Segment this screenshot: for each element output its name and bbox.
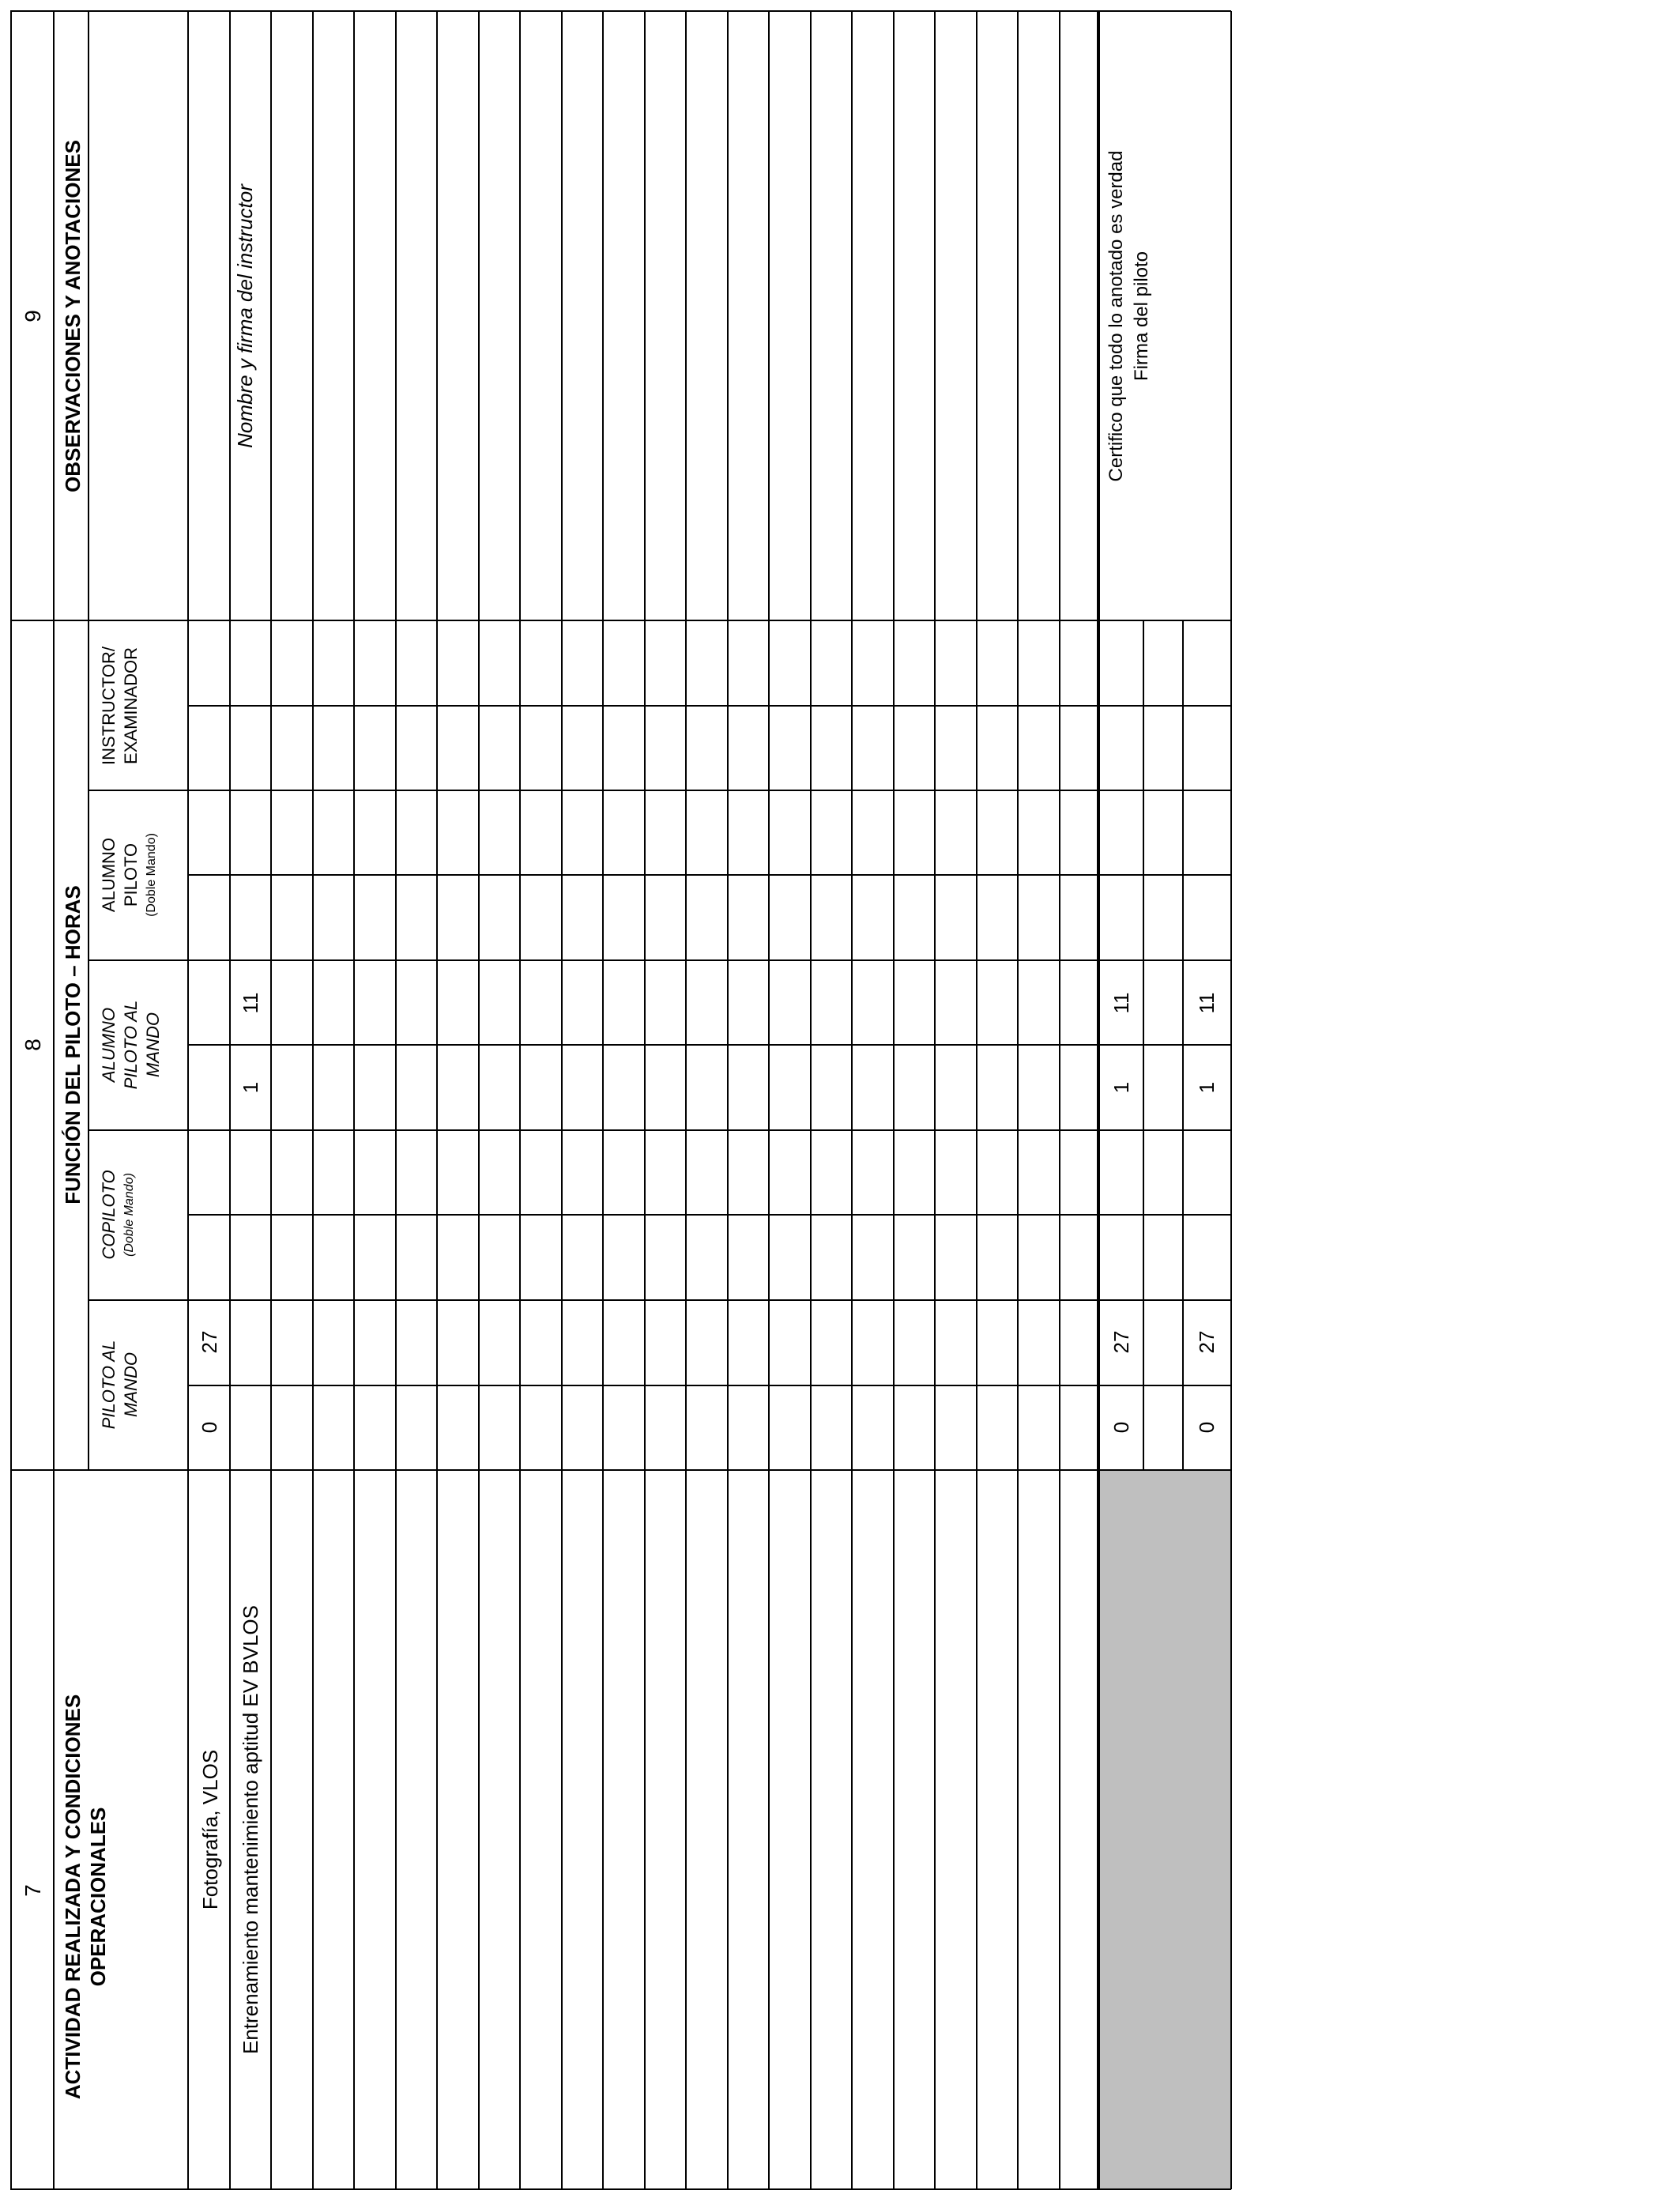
- entry-pic-hours: 0: [198, 1421, 221, 1434]
- function-title: FUNCIÓN DEL PILOTO – HORAS: [61, 885, 85, 1204]
- column-header-copilot: [99, 1170, 136, 1259]
- certification-statement: Certifico que todo lo anotado es verdad: [1106, 150, 1127, 482]
- instructor-header-line1: INSTRUCTOR/: [99, 647, 119, 765]
- section-number-observations: 9: [21, 310, 45, 322]
- total-cumulative-student-hours: 1: [1195, 1081, 1219, 1094]
- shaded-cell: [1098, 1470, 1231, 2189]
- column-header-student-pic: [99, 1001, 163, 1090]
- entry-activity: Entrenamiento mantenimiento aptitud EV BVLOS: [239, 1605, 262, 2054]
- student-dual-header-line2: PILOTO: [121, 843, 141, 907]
- student-pic-header-line3: MANDO: [143, 1012, 163, 1077]
- student-dual-header-line3: (Doble Mando): [145, 833, 158, 917]
- entry-student-minutes: 11: [239, 992, 262, 1014]
- student-pic-header-line2: PILOTO AL: [121, 1000, 141, 1090]
- copilot-header-line1: COPILOTO: [99, 1170, 119, 1260]
- copilot-header-line2: (Doble Mando): [122, 1173, 136, 1257]
- total-cumulative-pic-hours: 0: [1195, 1421, 1219, 1434]
- section-number-function: 8: [21, 1039, 45, 1051]
- pic-header-line1: PILOTO AL: [99, 1340, 119, 1430]
- section-number-activity: 7: [21, 1884, 45, 1897]
- total-cumulative-student-minutes: 11: [1195, 992, 1219, 1014]
- entry-student-hours: 1: [239, 1081, 262, 1094]
- entry-activity: Fotografía, VLOS: [198, 1749, 222, 1910]
- total-page-student-minutes: 11: [1109, 992, 1133, 1014]
- pilot-signature-label: Firma del piloto: [1131, 251, 1152, 382]
- pic-header-line2: MANDO: [121, 1352, 141, 1417]
- instructor-header-line2: EXAMINADOR: [121, 647, 141, 764]
- activity-title-line2: OPERACIONALES: [86, 1807, 110, 1987]
- student-pic-header-line1: ALUMNO: [99, 1007, 119, 1083]
- total-page-pic-minutes: 27: [1109, 1330, 1133, 1354]
- total-page-student-hours: 1: [1109, 1081, 1133, 1094]
- total-cumulative-pic-minutes: 27: [1195, 1330, 1219, 1354]
- column-header-student-dual: [99, 833, 158, 917]
- observations-title: OBSERVACIONES Y ANOTACIONES: [61, 140, 85, 492]
- total-page-pic-hours: 0: [1109, 1421, 1133, 1434]
- entry-pic-minutes: 27: [198, 1330, 221, 1354]
- student-dual-header-line1: ALUMNO: [99, 837, 119, 913]
- entry-observations: Nombre y firma del instructor: [233, 184, 257, 448]
- activity-title-line1: ACTIVIDAD REALIZADA Y CONDICIONES: [61, 1694, 85, 2100]
